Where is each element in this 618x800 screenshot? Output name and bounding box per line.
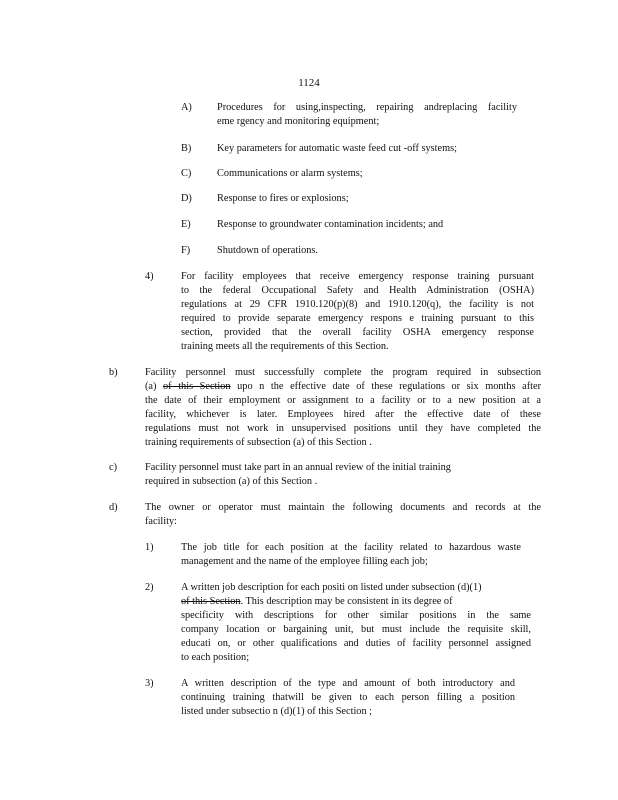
section-text: required in subsection (a) of this Section . bbox=[145, 476, 318, 487]
item-text: training meets all the requirements of this Section. bbox=[181, 341, 389, 352]
item-text: section, provided that the overall facility OSHA emergency response bbox=[181, 327, 534, 338]
section-text-fragment: upo n the effective date of these regulations or six months after bbox=[237, 381, 541, 392]
section-text: facility, whichever is later. Employees hired after the effective date of these bbox=[145, 409, 541, 420]
item-text: Response to fires or explosions; bbox=[217, 193, 349, 204]
item-text: Shutdown of operations. bbox=[217, 245, 318, 256]
item-text: Communications or alarm systems; bbox=[217, 168, 363, 179]
item-text: management and the name of the employee filling each job; bbox=[181, 556, 428, 567]
item-label: C) bbox=[181, 168, 192, 179]
item-label: 2) bbox=[145, 582, 154, 593]
item-text: Procedures for using,inspecting, repairing andreplacing facility bbox=[217, 102, 517, 113]
section-text: Facility personnel must take part in an annual review of the initial training bbox=[145, 462, 451, 473]
section-text-fragment: (a) bbox=[145, 381, 157, 392]
item-text: company location or bargaining unit, but must include the requisite skill, bbox=[181, 624, 531, 635]
item-label: B) bbox=[181, 143, 192, 154]
item-text bbox=[181, 595, 531, 609]
item-label: F) bbox=[181, 245, 191, 256]
section-label: c) bbox=[109, 462, 117, 473]
section-label: d) bbox=[109, 502, 118, 513]
item-label: D) bbox=[181, 193, 192, 204]
section-text: the date of their employment or assignment to a facility or to a new position at a bbox=[145, 395, 541, 406]
item-text: regulations at 29 CFR 1910.120(p)(8) and 1910.120(q), the facility is not bbox=[181, 299, 534, 310]
page-number: 1124 bbox=[298, 77, 320, 89]
item-text: The job title for each position at the facility related to hazardous waste bbox=[181, 542, 521, 553]
item-text: Response to groundwater contamination incidents; and bbox=[217, 219, 444, 230]
item-text: A written job description for each positi on listed under subsection (d)(1) bbox=[181, 582, 482, 593]
section-text: Facility personnel must successfully complete the program required in subsection bbox=[145, 367, 541, 378]
item-text: to each position; bbox=[181, 652, 250, 663]
item-text: Key parameters for automatic waste feed cut -off systems; bbox=[217, 143, 457, 154]
section-label: b) bbox=[109, 367, 118, 378]
item-text: continuing training thatwill be given to each person filling a position bbox=[181, 692, 515, 703]
section-text: facility: bbox=[145, 516, 178, 527]
section-text: training requirements of subsection (a) of this Section . bbox=[145, 437, 372, 448]
section-text: The owner or operator must maintain the following documents and records at the bbox=[145, 502, 541, 513]
section-text: regulations must not work in unsupervised positions until they have completed the bbox=[145, 423, 541, 434]
item-label: E) bbox=[181, 219, 191, 230]
item-label: 3) bbox=[145, 678, 154, 689]
item-text: educati on, or other qualifications and duties of facility personnel assigned bbox=[181, 638, 531, 649]
item-text: specificity with descriptions for other similar positions in the same bbox=[181, 610, 531, 621]
section-text bbox=[145, 380, 541, 394]
item-text: For facility employees that receive emergency response training pursuant bbox=[181, 271, 534, 282]
item-text: to the federal Occupational Safety and Health Administration (OSHA) bbox=[181, 285, 534, 296]
struck-text: of this Section bbox=[163, 381, 231, 392]
item-text: eme rgency and monitoring equipment; bbox=[217, 116, 380, 127]
struck-text: of this Section bbox=[181, 596, 241, 607]
item-text: required to provide separate emergency respons e training pursuant to this bbox=[181, 313, 534, 324]
item-text: A written description of the type and amount of both introductory and bbox=[181, 678, 515, 689]
item-label: 1) bbox=[145, 542, 154, 553]
item-text-fragment: . This description may be consistent in its degree of bbox=[240, 596, 453, 607]
item-text: listed under subsectio n (d)(1) of this Section ; bbox=[181, 706, 373, 717]
item-label: A) bbox=[181, 102, 192, 113]
item-label: 4) bbox=[145, 271, 154, 282]
